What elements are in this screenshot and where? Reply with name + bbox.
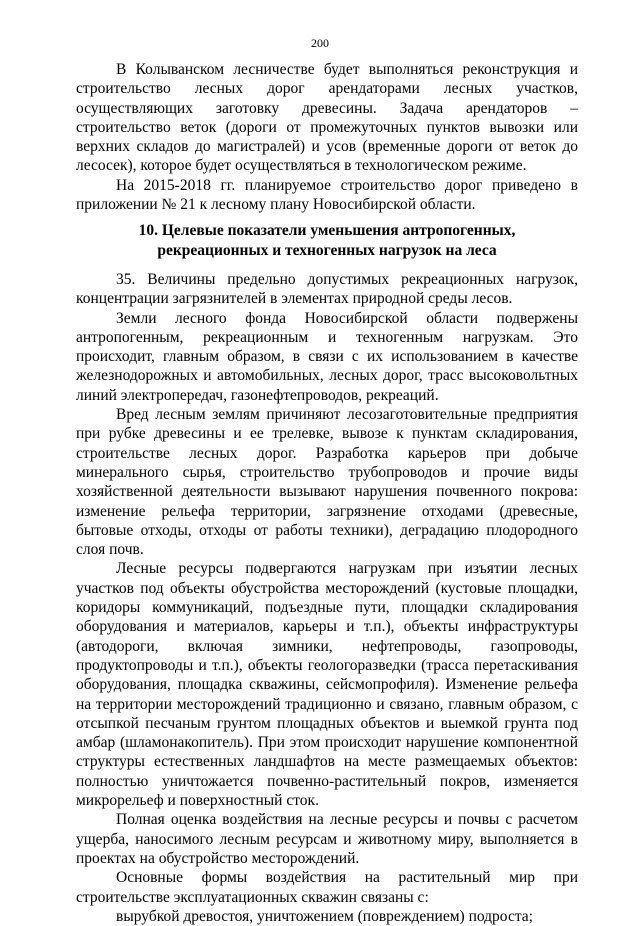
body-text [76,270,578,926]
page-number: 200 [311,36,329,50]
paragraph: На 2015-2018 гг. планируемое строительство дорог приведено в приложении № 21 к лесному плану Новосибирской области. [76,176,578,214]
paragraph: вырубкой древостоя, уничтожением (повреждением) подроста; [116,907,533,925]
paragraph: Полная оценка воздействия на лесные ресурсы и почвы с расчетом ущерба, наносимого лесным ресурсам и животному миру, выполняется в проектах на обустройство месторождений. [76,811,578,867]
paragraph: Земли лесного фонда Новосибирской области подвержены антропогенным, рекреационным и техногенным нагрузкам. Это происходит, главным образом, в связи с их использованием в качестве железнодорожных и автомобильных, лесных дорог, трасс высоковольтных линий электропередач, газонефтепроводов, рекреаций. [76,309,578,404]
paragraph: Основные формы воздействия на растительный мир при строительстве эксплуатационных скважин связаны с: [76,869,578,906]
paragraph: Лесные ресурсы подвергаются нагрузкам при изъятии лесных участков под объекты обустройства месторождений (кустовые площадки, коридоры коммуникаций, подъездные пути, площадки складирования оборудования и материалов, карьеры и т.п.), объекты инфраструктуры (автодороги, включая зимники, нефтепроводы, газопроводы, продуктопроводы и т.п.), объекты геологоразведки (трасса перетаскивания оборудования, площадка скважины, сейсмопрофиля). Изменение рельефа на территории месторождений традиционно и связано, главным образом, с отсыпкой песчаным грунтом площадных объектов и выемкой грунта под амбар (шламонакопитель). При этом происходит нарушение компонентной структуры естественных ландшафтов на месте размещаемых объектов: полностью уничтожается почвенно-растительный покров, изменяется микрорельеф и поверхностный сток. [76,560,578,810]
section-heading-line: 10. Целевые показатели уменьшения антропогенных, [138,222,516,239]
section-heading [76,221,578,260]
paragraph: Вред лесным землям причиняют лесозаготовительные предприятия при рубке древесины и ее трелевке, вывозе к пунктам складирования, строительстве лесных дорог. Разработка карьеров при добыче минерального сырья, строительство трубопроводов и прочие виды хозяйственной деятельности вызывают нарушения почвенного покрова: изменение рельефа территории, загрязнение отходами (древесные, бытовые отходы, отходы от работы техники), деградацию плодородного слоя почв. [76,406,578,559]
paragraph: В Колыванском лесничестве будет выполняться реконструкция и строительство лесных дорог арендаторами лесных участков, осуществляющих заготовку древесины. Задача арендаторов – строительство веток (дороги от промежуточных пунктов вывозки или верхних складов до магистралей) и усов (временные дороги от веток до лесосек), которое будет осуществляться в технологическом режиме. [76,61,578,175]
section-heading-line: рекреационных и техногенных нагрузок на леса [157,241,497,259]
paragraph: 35. Величины предельно допустимых рекреационных нагрузок, концентрации загрязнителей в элементах природной среды лесов. [76,271,578,308]
intro-text [76,60,578,214]
